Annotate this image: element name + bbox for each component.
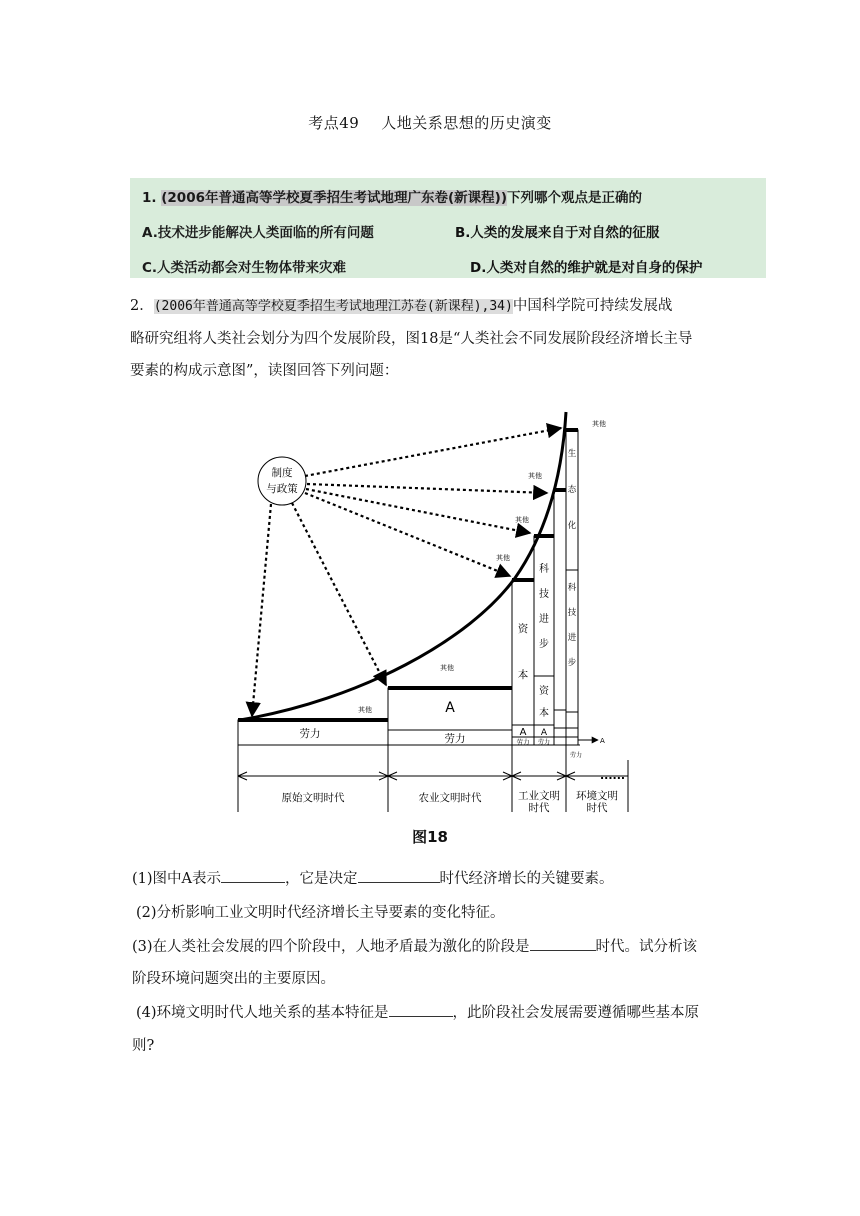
- eco-char: 生: [567, 449, 577, 459]
- capital-char-2: 本: [539, 708, 549, 719]
- question-1-number: 1.: [142, 190, 157, 206]
- tech-char: 步: [567, 658, 577, 668]
- labor-label-industrial-1: 劳力: [516, 738, 530, 746]
- era-environmental-line2: 时代: [586, 802, 608, 814]
- era-primitive: 原始文明时代: [281, 792, 345, 804]
- era-industrial-line1: 工业文明: [518, 790, 560, 802]
- option-b: B.人类的发展来自于对自然的征服: [455, 225, 660, 241]
- title-text: 人地关系思想的历史演变: [381, 114, 552, 132]
- other-label: 其他: [515, 516, 529, 524]
- policy-arrow: [305, 428, 561, 476]
- era-industrial-line2: 时代: [528, 802, 550, 814]
- question-1-source: (2006年普通高等学校夏季招生考试地理广东卷(新课程)): [161, 190, 507, 206]
- labor-label-industrial-2: 劳力: [537, 739, 551, 746]
- other-label: 其他: [440, 664, 454, 672]
- policy-label-1: 制度: [271, 467, 293, 479]
- other-label: 其他: [592, 420, 606, 428]
- subquestion-4-part-a: (4)环境文明时代人地关系的基本特征是: [136, 1005, 389, 1021]
- option-a: A.技术进步能解决人类面临的所有问题: [142, 225, 374, 241]
- subquestion-4: [136, 1001, 699, 1022]
- answer-blank[interactable]: [221, 868, 285, 883]
- capital-char-1: 资: [517, 623, 529, 635]
- tech-char: 进: [567, 633, 577, 643]
- question-2-line-3: 要素的构成示意图”，读图回答下列问题：: [130, 363, 399, 379]
- capital-char-2: 本: [517, 669, 529, 681]
- question-2-number: 2．: [130, 298, 154, 314]
- subquestion-1-part-a: (1)图中A表示: [132, 871, 222, 887]
- question-1-text: 下列哪个观点是正确的: [507, 190, 642, 206]
- policy-label-2: 与政策: [266, 483, 298, 495]
- question-2-text-1: 中国科学院可持续发展战: [512, 298, 673, 314]
- subquestion-3-part-b: 时代。试分析该: [595, 939, 698, 955]
- answer-blank[interactable]: [530, 936, 596, 951]
- subquestion-4-continued: 则?: [132, 1038, 155, 1054]
- tech-char: 科: [539, 564, 549, 575]
- policy-arrow: [292, 503, 386, 685]
- col3: [554, 490, 566, 745]
- a-label-agricultural: A: [445, 700, 455, 716]
- eco-char: 化: [567, 521, 577, 531]
- policy-arrow: [306, 489, 530, 533]
- other-label: 其他: [496, 554, 510, 562]
- a-label-pointer: A: [600, 737, 605, 745]
- subquestion-1-part-b: ，它是决定: [285, 871, 358, 887]
- question-2-line-2: 略研究组将人类社会划分为四个发展阶段，图18是“人类社会不同发展阶段经济增长主导: [130, 331, 693, 347]
- subquestion-4-part-b: ，此阶段社会发展需要遵循哪些基本原: [452, 1005, 700, 1021]
- capital-char-1: 资: [539, 686, 549, 697]
- labor-label-environmental: 劳力: [570, 752, 583, 759]
- axis-continuation-dots: ......: [600, 769, 626, 782]
- era-agricultural: 农业文明时代: [418, 792, 482, 804]
- answer-blank[interactable]: [389, 1002, 453, 1017]
- subquestion-1-part-c: 时代经济增长的关键要素。: [439, 871, 614, 887]
- tech-char: 技: [539, 589, 549, 600]
- subquestion-3-part-a: (3)在人类社会发展的四个阶段中，人地矛盾最为激化的阶段是: [132, 939, 530, 955]
- title-number: 考点49: [308, 114, 360, 132]
- subquestion-2: (2)分析影响工业文明时代经济增长主导要素的变化特征。: [136, 905, 505, 921]
- era-environmental-line1: 环境文明: [576, 790, 618, 802]
- a-label-industrial-1: A: [519, 727, 527, 738]
- option-c: C.人类活动都会对生物体带来灾难: [142, 260, 347, 276]
- industrial-col1: [512, 580, 534, 745]
- tech-char: 步: [539, 639, 549, 650]
- tech-char: 技: [567, 608, 577, 618]
- policy-arrow: [307, 484, 547, 493]
- answer-blank[interactable]: [358, 868, 440, 883]
- policy-arrow: [305, 493, 510, 576]
- a-label-industrial-2: A: [540, 728, 548, 738]
- subquestion-3: [132, 935, 697, 956]
- subquestion-1: [132, 867, 614, 888]
- policy-arrow: [252, 504, 271, 716]
- institution-policy-circle: [258, 457, 306, 505]
- eco-char: 态: [567, 485, 577, 495]
- option-d: D.人类对自然的维护就是对自身的保护: [470, 260, 703, 276]
- labor-label-primitive: 劳力: [299, 728, 321, 740]
- question-2-source: (2006年普通高等学校夏季招生考试地理江苏卷(新课程),34): [153, 299, 513, 314]
- labor-label-agricultural: 劳力: [444, 733, 466, 745]
- tech-char: 进: [539, 614, 549, 625]
- tech-char: 科: [567, 583, 577, 593]
- other-label: 其他: [528, 472, 542, 480]
- other-label: 其他: [358, 706, 372, 714]
- subquestion-3-continued: 阶段环境问题突出的主要原因。: [132, 971, 335, 987]
- figure-caption: 图18: [412, 828, 448, 846]
